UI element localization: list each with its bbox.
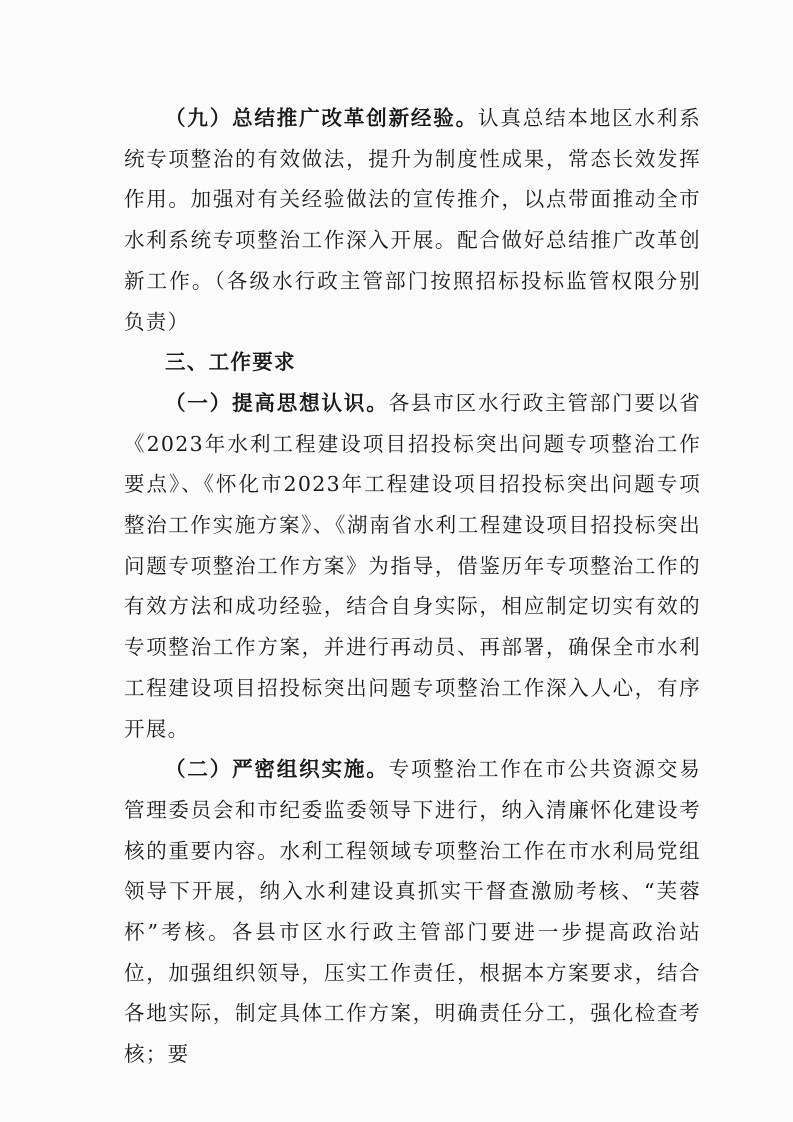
paragraph-body: 认真总结本地区水利系统专项整治的有效做法，提升为制度性成果，常态长效发挥作用。加强对有关经验做法的宣传推介，以点带面推动全市水利系统专项整治工作深入开展。配合做好总结推广改革创新工作。（各级水行政主管部门按照招标投标监管权限分别负责） — [124, 106, 702, 334]
paragraph-2-organization — [124, 749, 701, 1075]
section-heading-work-requirements: 三、工作要求 — [165, 350, 296, 375]
paragraph-lead: （九）总结推广改革创新经验。 — [165, 106, 478, 130]
paragraph-1-awareness — [124, 383, 701, 749]
paragraph-body: 各县市区水行政主管部门要以省《2023年水利工程建设项目招投标突出问题专项整治工作要点》、《怀化市2023年工程建设项目招投标突出问题专项整治工作实施方案》、《湖南省水利工程建设项目招投标突出问题专项整治工作方案》为指导，借鉴历年专项整治工作的有效方法和成功经验，结合自身实际，相应制定切实有效的专项整治工作方案，并进行再动员、再部署，确保全市水利工程建设项目招投标突出问题专项整治工作深入人心，有序开展。 — [124, 390, 702, 741]
paragraph-body: 专项整治工作在市公共资源交易管理委员会和市纪委监委领导下进行，纳入清廉怀化建设考核的重要内容。水利工程领域专项整治工作在市水利局党组领导下开展，纳入水利建设真抓实干督查激励考核、“芙蓉杯”考核。各县市区水行政主管部门要进一步提高政治站位，加强组织领导，压实工作责任，根据本方案要求，结合各地实际，制定具体工作方案，明确责任分工，强化检查考核；要 — [124, 757, 702, 1067]
paragraph-9-summarize — [124, 98, 701, 342]
paragraph-lead: （二）严密组织实施。 — [165, 757, 389, 782]
paragraph-lead: （一）提高思想认识。 — [165, 390, 389, 415]
